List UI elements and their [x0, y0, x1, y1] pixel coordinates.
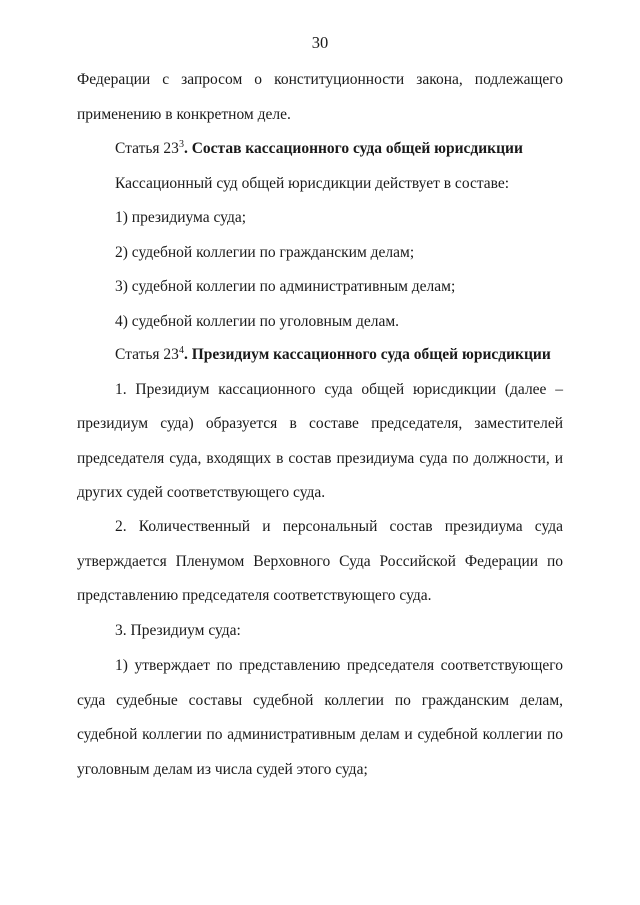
- article-23-4-item-1: 1) утверждает по представлению председателя соответствующего суда судебные составы судебной коллегии по гражданским делам, судебной коллегии по административным делам и судебной коллегии по уголовным делам из числа судей этого суда;: [77, 657, 563, 778]
- article-23-4-paragraph-2-block: [77, 510, 563, 614]
- article-23-4-paragraph-2: 2. Количественный и персональный состав президиума суда утверждается Пленумом Верховного Суда Российской Федерации по представлению председателя соответствующего суда.: [77, 518, 563, 604]
- article-23-4-heading: [77, 338, 563, 373]
- article-23-3-heading: [77, 132, 563, 167]
- article-23-4-paragraph-1: 1. Президиум кассационного суда общей юрисдикции (далее – президиум суда) образуется в составе председателя, заместителей председателя суда, входящих в состав президиума суда по должности, и других судей соответствующего суда.: [77, 380, 563, 501]
- article-23-3-title: Состав кассационного суда общей юрисдикции: [191, 140, 523, 157]
- article-23-3-superscript: 3: [178, 139, 184, 150]
- article-23-4-dot: .: [183, 346, 188, 363]
- article-23-4-prefix: Статья 23: [115, 346, 179, 363]
- continuation-paragraph-block: [77, 63, 563, 132]
- continuation-paragraph: Федерации с запросом о конституционности закона, подлежащего применению в конкретном деле.: [77, 71, 563, 123]
- page-number: 30: [311, 33, 329, 52]
- article-23-3-prefix: Статья 23: [115, 140, 179, 157]
- article-23-3-item-4: 4) судебной коллегии по уголовным делам.: [115, 312, 400, 330]
- article-23-4-superscript: 4: [178, 345, 184, 356]
- article-23-4-paragraph-3: 3. Президиум суда:: [115, 622, 241, 639]
- article-23-3-item-2: 2) судебной коллегии по гражданским делам;: [115, 243, 415, 261]
- article-23-4-title: Президиум кассационного суда общей юрисдикции: [191, 346, 551, 363]
- article-23-4: [77, 338, 563, 511]
- article-23-3-item-1: 1) президиума суда;: [115, 209, 247, 226]
- article-23-3: [77, 132, 563, 339]
- article-23-3-dot: .: [183, 140, 188, 157]
- article-23-4-item-1-block: [77, 649, 563, 787]
- article-23-3-intro: Кассационный суд общей юрисдикции действует в составе:: [115, 174, 510, 192]
- article-23-4-paragraph-3-block: [77, 614, 563, 649]
- article-23-3-item-3: 3) судебной коллегии по административным делам;: [115, 278, 456, 295]
